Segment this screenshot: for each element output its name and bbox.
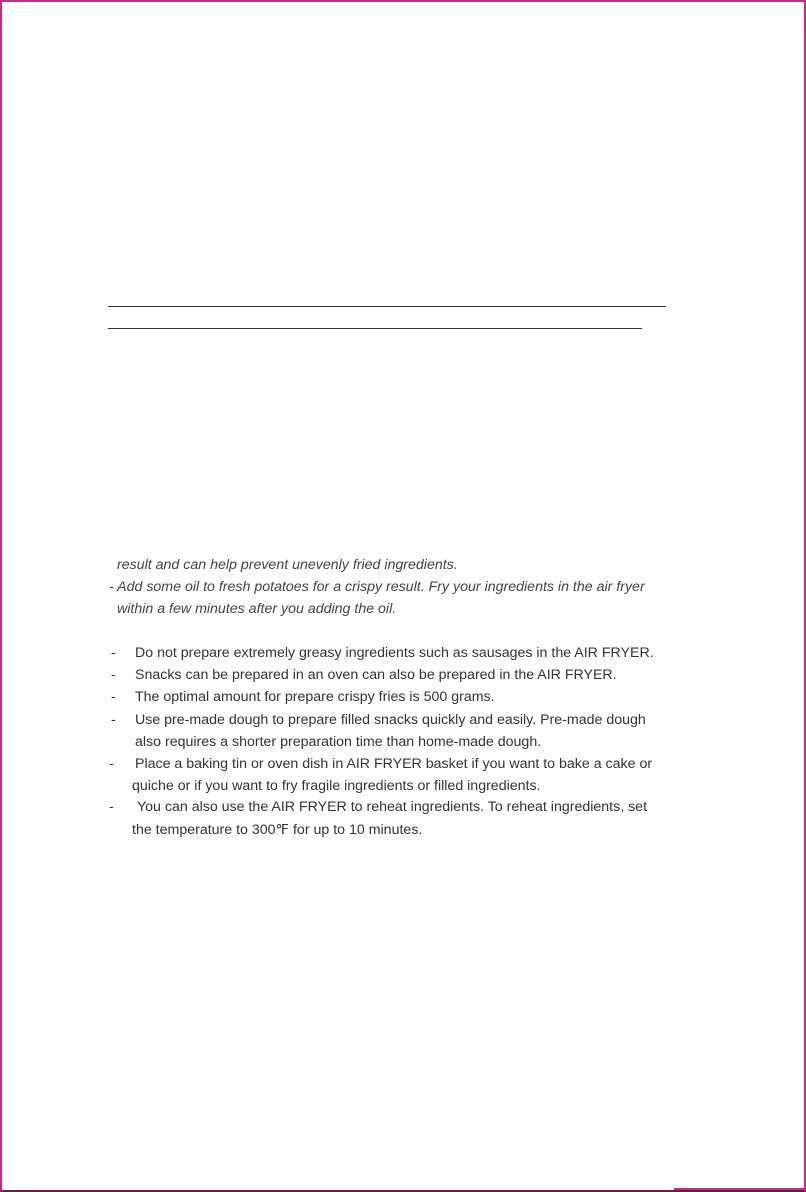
bullet-dash: -: [111, 689, 116, 705]
bullet-text: Snacks can be prepared in an oven can also be prepared in the AIR FRYER.: [135, 667, 617, 683]
bullet-text: The optimal amount for prepare crispy fries is 500 grams.: [135, 689, 495, 705]
bullet-dash: -: [111, 645, 116, 661]
bullet-text: Place a baking tin or oven dish in AIR FRYER basket if you want to bake a cake or: [135, 756, 653, 772]
bullet-text-continued: also requires a shorter preparation time than home-made dough.: [135, 734, 542, 750]
bullet-dash: -: [111, 667, 116, 683]
section-rule-top: [108, 306, 666, 307]
tip-line: result and can help prevent unevenly fried ingredients.: [117, 557, 458, 573]
section-rule-bottom: [108, 328, 642, 329]
page-corner-accent: [674, 1188, 804, 1190]
bullet-dash: -: [111, 712, 116, 728]
bullet-text-continued: quiche or if you want to fry fragile ingredients or filled ingredients.: [132, 778, 541, 794]
bullet-dash: -: [109, 756, 114, 772]
tip-line: within a few minutes after you adding the oil.: [117, 601, 397, 617]
bullet-text: Use pre-made dough to prepare filled snacks quickly and easily. Pre-made dough: [135, 712, 646, 728]
bullet-text: Do not prepare extremely greasy ingredients such as sausages in the AIR FRYER.: [135, 645, 654, 661]
tip-line: - Add some oil to fresh potatoes for a crispy result. Fry your ingredients in the air fryer: [109, 579, 645, 595]
bullet-text: You can also use the AIR FRYER to reheat ingredients. To reheat ingredients, set: [137, 799, 648, 815]
bullet-dash: -: [109, 799, 114, 815]
bullet-text-continued: the temperature to 300℉ for up to 10 minutes.: [132, 822, 423, 838]
